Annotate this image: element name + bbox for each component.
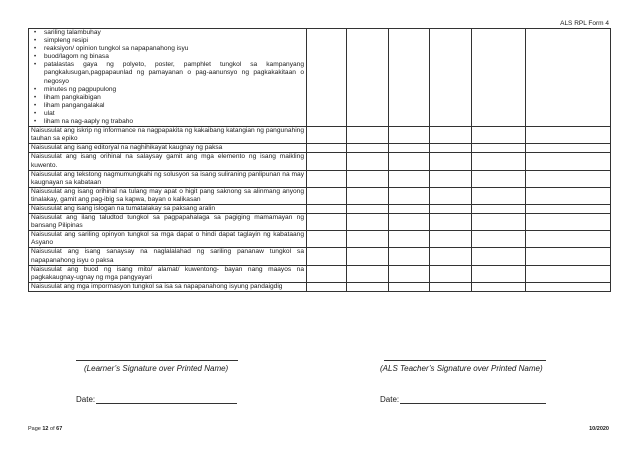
competency-cell: Naisusulat ang tekstong nagmumungkahi ng solusyon sa isang suliraning panlipunan na may kaugnayan sa kabataan bbox=[29, 170, 307, 187]
table-row bbox=[29, 29, 611, 127]
table-row bbox=[29, 214, 611, 231]
blank-cell[interactable] bbox=[472, 214, 526, 231]
blank-cell[interactable] bbox=[347, 170, 389, 187]
blank-cell[interactable] bbox=[347, 265, 389, 282]
competency-cell: Naisusulat ang isang orihinal na tulang may apat o higit pang saknong sa alinmang anyong tinalakay, gamit ang pag-ibig sa kapwa, bayan o kalikasan bbox=[29, 187, 307, 204]
blank-cell[interactable] bbox=[472, 127, 526, 144]
page-of: of bbox=[48, 426, 57, 432]
blank-cell[interactable] bbox=[430, 248, 472, 265]
blank-cell[interactable] bbox=[307, 153, 347, 170]
list-item: • ulat bbox=[44, 110, 304, 118]
blank-cell[interactable] bbox=[526, 282, 611, 291]
blank-cell[interactable] bbox=[526, 231, 611, 248]
blank-cell[interactable] bbox=[307, 248, 347, 265]
learner-date-label: Date: bbox=[76, 395, 96, 404]
blank-cell[interactable] bbox=[472, 248, 526, 265]
competency-cell: Naisusulat ang ilang taludtod tungkol sa pagpapahalaga sa pagiging mamamayan ng bansang Pilipinas bbox=[29, 214, 307, 231]
blank-cell[interactable] bbox=[389, 153, 430, 170]
competency-cell bbox=[29, 29, 307, 127]
blank-cell[interactable] bbox=[307, 231, 347, 248]
table-row bbox=[29, 231, 611, 248]
blank-cell[interactable] bbox=[526, 29, 611, 127]
blank-cell[interactable] bbox=[526, 170, 611, 187]
blank-cell[interactable] bbox=[526, 127, 611, 144]
table-row bbox=[29, 153, 611, 170]
learner-date-line[interactable] bbox=[96, 403, 237, 404]
blank-cell[interactable] bbox=[430, 29, 472, 127]
table-row bbox=[29, 265, 611, 282]
page-total: 67 bbox=[56, 426, 63, 432]
blank-cell[interactable] bbox=[389, 170, 430, 187]
list-item: • reaksiyon/ opinion tungkol sa napapanahong isyu bbox=[44, 45, 304, 53]
list-item: • minutes ng pagpupulong bbox=[44, 86, 304, 94]
blank-cell[interactable] bbox=[389, 214, 430, 231]
blank-cell[interactable] bbox=[307, 265, 347, 282]
table-row bbox=[29, 187, 611, 204]
blank-cell[interactable] bbox=[526, 187, 611, 204]
blank-cell[interactable] bbox=[347, 144, 389, 153]
form-label: ALS RPL Form 4 bbox=[560, 20, 609, 27]
blank-cell[interactable] bbox=[472, 29, 526, 127]
competency-cell: Naisusulat ang sariling opinyon tungkol sa mga dapat o hindi dapat taglayin ng kabataang Asyano bbox=[29, 231, 307, 248]
blank-cell[interactable] bbox=[307, 204, 347, 213]
document-date-code: 10/2020 bbox=[589, 426, 609, 432]
table-row bbox=[29, 170, 611, 187]
blank-cell[interactable] bbox=[526, 248, 611, 265]
blank-cell[interactable] bbox=[307, 29, 347, 127]
teacher-signature-caption: (ALS Teacher’s Signature over Printed Name) bbox=[380, 364, 543, 373]
list-item: • liham na nag-aaply ng trabaho bbox=[44, 118, 304, 126]
blank-cell[interactable] bbox=[430, 187, 472, 204]
blank-cell[interactable] bbox=[472, 187, 526, 204]
competency-cell: Naisusulat ang isang sanaysay na naglalalahad ng sariling pananaw tungkol sa napapanahong isyu o paksa bbox=[29, 248, 307, 265]
blank-cell[interactable] bbox=[430, 214, 472, 231]
blank-cell[interactable] bbox=[430, 231, 472, 248]
page-indicator bbox=[28, 426, 62, 432]
blank-cell[interactable] bbox=[526, 204, 611, 213]
blank-cell[interactable] bbox=[389, 204, 430, 213]
blank-cell[interactable] bbox=[430, 153, 472, 170]
competency-cell: Naisusulat ang mga impormasyon tungkol sa isa sa napapanahong isyung pandaigdig bbox=[29, 282, 307, 291]
blank-cell[interactable] bbox=[347, 153, 389, 170]
blank-cell[interactable] bbox=[472, 204, 526, 213]
learner-signature-caption: (Learner’s Signature over Printed Name) bbox=[84, 364, 229, 373]
blank-cell[interactable] bbox=[389, 248, 430, 265]
blank-cell[interactable] bbox=[389, 231, 430, 248]
blank-cell[interactable] bbox=[389, 282, 430, 291]
blank-cell[interactable] bbox=[347, 187, 389, 204]
blank-cell[interactable] bbox=[389, 187, 430, 204]
blank-cell[interactable] bbox=[307, 127, 347, 144]
competency-list bbox=[31, 29, 304, 126]
blank-cell[interactable] bbox=[347, 248, 389, 265]
blank-cell[interactable] bbox=[389, 265, 430, 282]
page-number: 12 bbox=[42, 426, 49, 432]
blank-cell[interactable] bbox=[307, 170, 347, 187]
blank-cell[interactable] bbox=[472, 170, 526, 187]
list-item: • patalastas gaya ng polyeto, poster, pamphlet tungkol sa kampanyang pangkalusugan,pagpapaunlad ng pamayanan o pag-aanunsyo ng pagkakakitaan o negosyo bbox=[44, 61, 304, 85]
blank-cell[interactable] bbox=[472, 231, 526, 248]
blank-cell[interactable] bbox=[347, 214, 389, 231]
blank-cell[interactable] bbox=[347, 29, 389, 127]
blank-cell[interactable] bbox=[430, 282, 472, 291]
blank-cell[interactable] bbox=[472, 144, 526, 153]
blank-cell[interactable] bbox=[307, 282, 347, 291]
table-row bbox=[29, 144, 611, 153]
blank-cell[interactable] bbox=[430, 170, 472, 187]
blank-cell[interactable] bbox=[526, 144, 611, 153]
blank-cell[interactable] bbox=[347, 127, 389, 144]
competency-cell: Naisusulat ang isang islogan na tumatalakay sa paksang aralin bbox=[29, 204, 307, 213]
blank-cell[interactable] bbox=[347, 231, 389, 248]
table-row bbox=[29, 204, 611, 213]
blank-cell[interactable] bbox=[472, 153, 526, 170]
table-row bbox=[29, 282, 611, 291]
competency-cell: Naisusulat ang isang editoryal na naghihikayat kaugnay ng paksa bbox=[29, 144, 307, 153]
rpl-assessment-table bbox=[28, 28, 611, 292]
blank-cell[interactable] bbox=[347, 282, 389, 291]
blank-cell[interactable] bbox=[430, 144, 472, 153]
blank-cell[interactable] bbox=[389, 29, 430, 127]
blank-cell[interactable] bbox=[389, 144, 430, 153]
list-item: • sariling talambuhay bbox=[44, 29, 304, 37]
blank-cell[interactable] bbox=[347, 204, 389, 213]
competency-cell: Naisusulat ang buod ng isang mito/ alamat/ kuwentong- bayan nang maayos na pagkakaugnay-ugnay ng mga pangyayari bbox=[29, 265, 307, 282]
blank-cell[interactable] bbox=[389, 127, 430, 144]
blank-cell[interactable] bbox=[430, 204, 472, 213]
teacher-date-label: Date: bbox=[380, 395, 400, 404]
page-prefix: Page bbox=[28, 426, 43, 432]
list-item: • simpleng resipi bbox=[44, 37, 304, 45]
blank-cell[interactable] bbox=[430, 127, 472, 144]
list-item: • buod/lagom ng binasa bbox=[44, 53, 304, 61]
list-item: • liham pangkaibigan bbox=[44, 94, 304, 102]
list-item: • liham pangangalakal bbox=[44, 102, 304, 110]
table-row bbox=[29, 248, 611, 265]
blank-cell[interactable] bbox=[307, 144, 347, 153]
learner-signature-line bbox=[76, 360, 238, 361]
teacher-date-line[interactable] bbox=[400, 403, 546, 404]
blank-cell[interactable] bbox=[526, 265, 611, 282]
blank-cell[interactable] bbox=[472, 282, 526, 291]
competency-cell: Naisusulat ang iskrip ng informance na nagpapakita ng kakaibang katangian ng pangunahing tauhan sa epiko bbox=[29, 127, 307, 144]
teacher-signature-line bbox=[384, 360, 546, 361]
blank-cell[interactable] bbox=[307, 187, 347, 204]
blank-cell[interactable] bbox=[526, 153, 611, 170]
blank-cell[interactable] bbox=[472, 265, 526, 282]
blank-cell[interactable] bbox=[307, 214, 347, 231]
blank-cell[interactable] bbox=[430, 265, 472, 282]
blank-cell[interactable] bbox=[526, 214, 611, 231]
table-row bbox=[29, 127, 611, 144]
competency-cell: Naisusulat ang isang orihinal na salaysay gamit ang mga elemento ng isang maikling kuwento. bbox=[29, 153, 307, 170]
